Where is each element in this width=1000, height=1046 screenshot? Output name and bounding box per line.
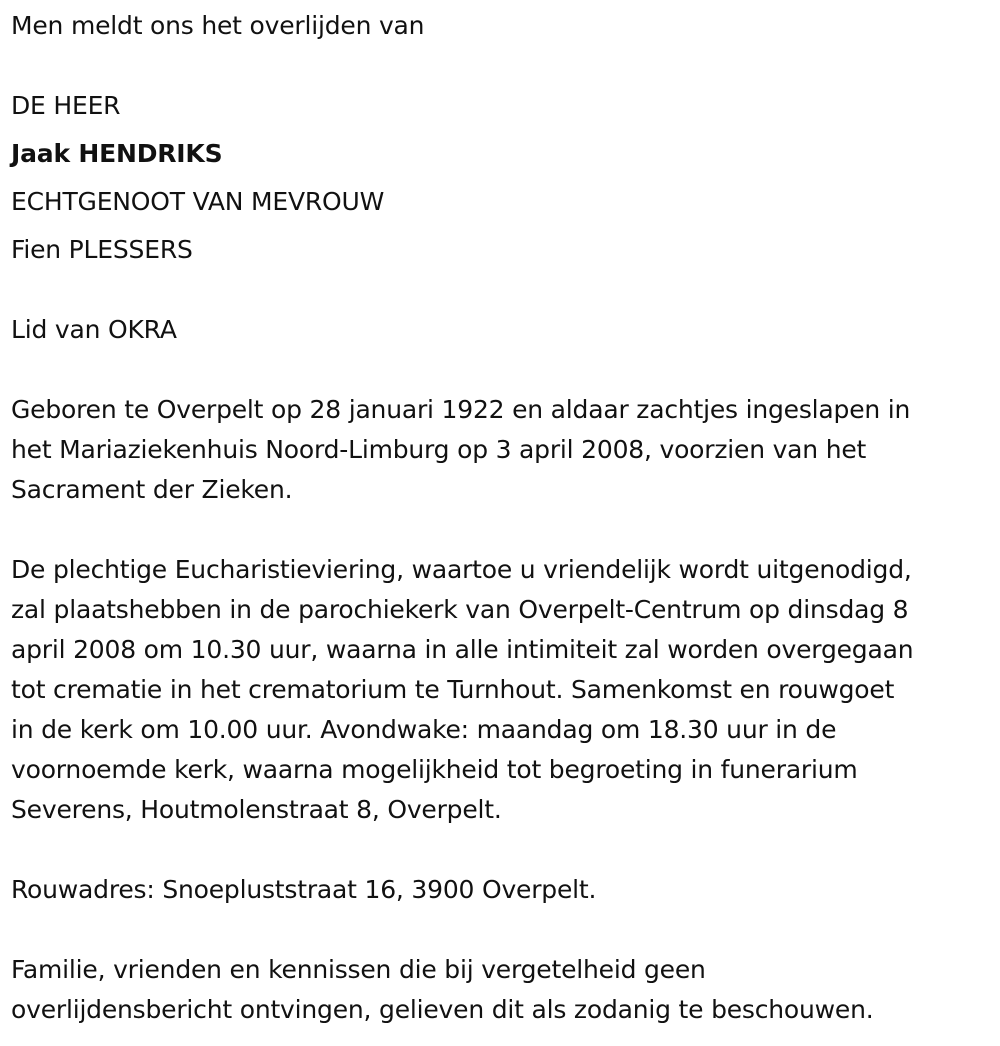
birth-line-2: het Mariaziekenhuis Noord-Limburg op 3 april 2008, voorzien van het <box>11 435 867 464</box>
deceased-name: Jaak HENDRIKS <box>11 139 223 168</box>
ceremony-line-4: tot crematie in het crematorium te Turnhout. Samenkomst en rouwgoet <box>11 675 895 704</box>
ceremony-line-7: Severens, Houtmolenstraat 8, Overpelt. <box>11 795 502 824</box>
mourning-address: Rouwadres: Snoepluststraat 16, 3900 Overpelt. <box>11 875 597 904</box>
birth-line-1: Geboren te Overpelt op 28 januari 1922 en aldaar zachtjes ingeslapen in <box>11 395 911 424</box>
birth-line-3: Sacrament der Zieken. <box>11 475 293 504</box>
ceremony-line-3: april 2008 om 10.30 uur, waarna in alle intimiteit zal worden overgegaan <box>11 635 914 664</box>
ceremony-line-1: De plechtige Eucharistieviering, waartoe u vriendelijk wordt uitgenodigd, <box>11 555 912 584</box>
spouse-title: ECHTGENOOT VAN MEVROUW <box>11 187 385 216</box>
closing-line-1: Familie, vrienden en kennissen die bij vergetelheid geen <box>11 955 706 984</box>
ceremony-line-6: voornoemde kerk, waarna mogelijkheid tot begroeting in funerarium <box>11 755 858 784</box>
ceremony-line-2: zal plaatshebben in de parochiekerk van Overpelt-Centrum op dinsdag 8 <box>11 595 909 624</box>
membership: Lid van OKRA <box>11 315 177 344</box>
intro-line: Men meldt ons het overlijden van <box>11 11 425 40</box>
ceremony-line-5: in de kerk om 10.00 uur. Avondwake: maandag om 18.30 uur in de <box>11 715 837 744</box>
closing-line-2: overlijdensbericht ontvingen, gelieven dit als zodanig te beschouwen. <box>11 995 874 1024</box>
salutation: DE HEER <box>11 91 121 120</box>
spouse-name: Fien PLESSERS <box>11 235 193 264</box>
